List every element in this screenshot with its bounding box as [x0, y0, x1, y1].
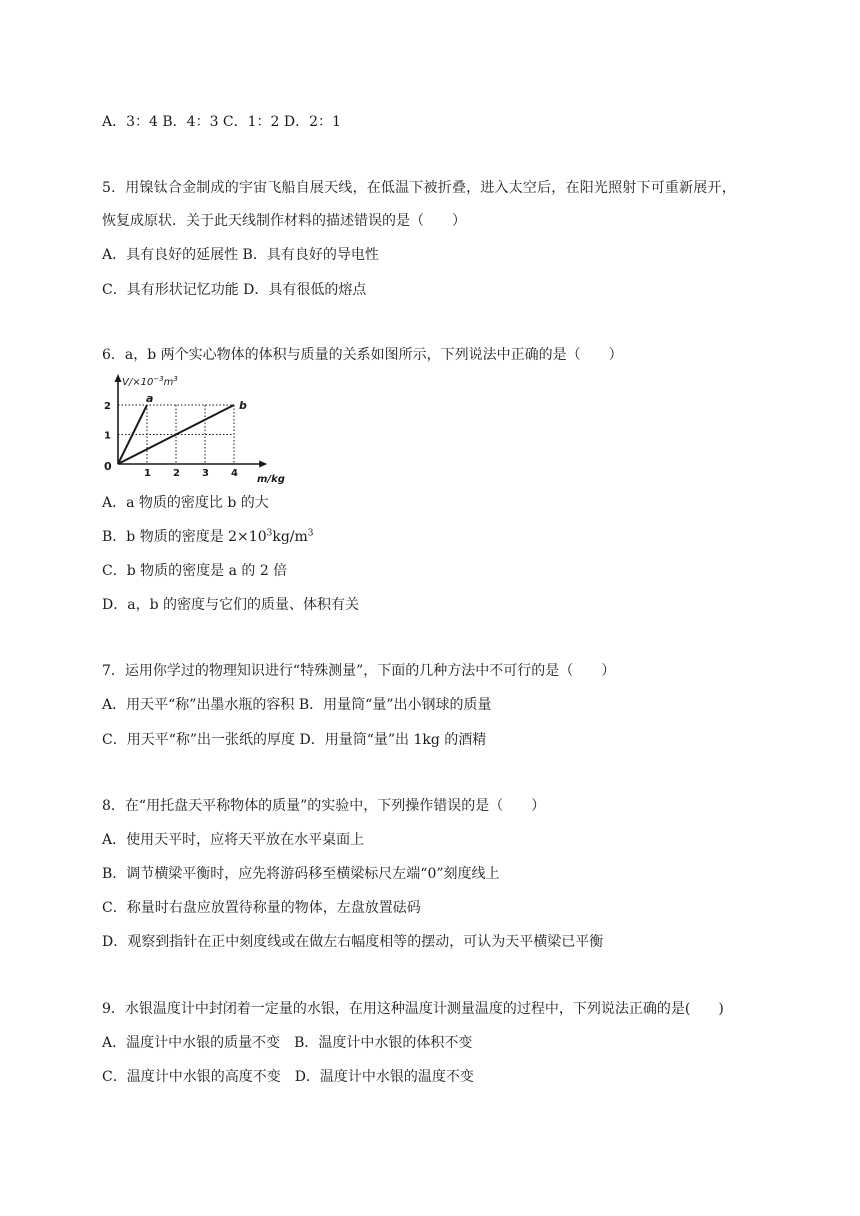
q8-stem: 8．在“用托盘天平称物体的质量”的实验中，下列操作错误的是（ ） — [102, 798, 546, 814]
q4-options: A．3：4 B．4：3 C．1：2 D．2：1 — [102, 114, 341, 130]
q6-option-b-exponent: 3 — [266, 528, 273, 539]
q6-option-b — [102, 528, 314, 546]
q5-stem-line1: 5．用镍钛合金制成的宇宙飞船自展天线，在低温下被折叠，进入太空后，在阳光照射下可重新展开， — [102, 180, 736, 196]
x-tick-label-1: 1 — [144, 468, 151, 479]
q6-stem: 6．a，b 两个实心物体的体积与质量的关系如图所示，下列说法中正确的是（ ） — [102, 347, 623, 363]
x-axis-arrow-icon — [259, 461, 267, 468]
graph-xlabel: m/kg — [257, 474, 285, 485]
q9-options-line1: A．温度计中水银的质量不变 B．温度计中水银的体积不变 — [102, 1035, 473, 1051]
y-axis-arrow-icon — [115, 374, 122, 382]
graph-origin-label: 0 — [104, 460, 112, 473]
q6-option-a: A．a 物质的密度比 b 的大 — [102, 495, 269, 511]
q8-option-d: D．观察到指针在正中刻度线或在做左右幅度相等的摆动，可认为天平横梁已平衡 — [102, 934, 604, 950]
q6-option-c: C．b 物质的密度是 a 的 2 倍 — [102, 563, 288, 579]
q8-option-a: A．使用天平时，应将天平放在水平桌面上 — [102, 832, 365, 848]
q7-options-line2: C．用天平“称”出一张纸的厚度 D．用量筒“量”出 1kg 的酒精 — [102, 732, 487, 748]
q8-option-c: C．称量时右盘应放置待称量的物体，左盘放置砝码 — [102, 900, 421, 916]
series-label-b: b — [239, 399, 247, 412]
x-tick-label-4: 4 — [231, 468, 238, 479]
q6-option-b-unit-exponent: 3 — [307, 528, 314, 539]
volume-mass-graph — [100, 372, 285, 490]
q5-options-line2: C．具有形状记忆功能 D．具有很低的熔点 — [102, 282, 367, 298]
y-tick-label-1: 1 — [104, 430, 111, 442]
q5-options-line1: A．具有良好的延展性 B．具有良好的导电性 — [102, 247, 379, 263]
x-tick-label-3: 3 — [202, 468, 209, 479]
q5-stem-line2: 恢复成原状．关于此天线制作材料的描述错误的是（ ） — [102, 213, 466, 229]
q6-option-b-unit: kg/m — [272, 529, 308, 545]
q9-options-line2: C．温度计中水银的高度不变 D．温度计中水银的温度不变 — [102, 1069, 474, 1085]
x-tick-label-2: 2 — [173, 468, 180, 479]
q8-option-b: B．调节横梁平衡时，应先将游码移至横梁标尺左端“0”刻度线上 — [102, 866, 500, 882]
q7-stem: 7．运用你学过的物理知识进行“特殊测量”，下面的几种方法中不可行的是（ ） — [102, 663, 616, 679]
q9-stem: 9．水银温度计中封闭着一定量的水银，在用这种温度计测量温度的过程中，下列说法正确的是( ) — [102, 1001, 724, 1017]
q6-option-b-prefix: B．b 物质的密度是 2×10 — [102, 529, 267, 545]
graph-ylabel: $V/\times 10^{-3}m^3$ — [122, 375, 178, 388]
series-label-a: a — [146, 392, 154, 405]
q6-option-d: D．a，b 的密度与它们的质量、体积有关 — [102, 597, 359, 613]
y-tick-label-2: 2 — [104, 401, 111, 412]
q7-options-line1: A．用天平“称”出墨水瓶的容积 B．用量筒“量”出小钢球的质量 — [102, 697, 492, 713]
